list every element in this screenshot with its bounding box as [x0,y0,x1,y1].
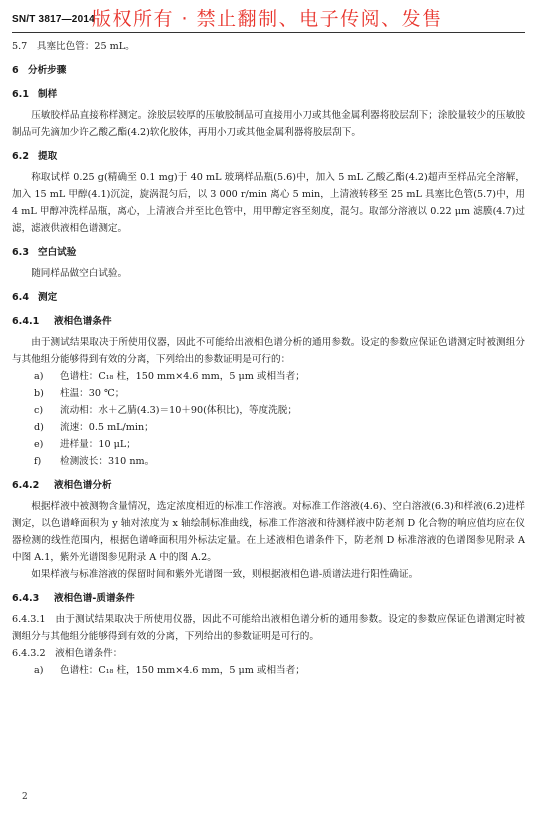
list-item [12,419,525,436]
heading-number: 6.4.3 [12,593,40,604]
paragraph-6-2: 称取试样 0.25 g(精确至 0.1 mg)于 40 mL 玻璃样品瓶(5.6)中，加入 5 mL 乙酸乙酯(4.2)超声至样品完全溶解，加入 15 mL 甲醇(4.1)沉淀，旋涡混匀后，以 3 000 r/min 离心 5 min，上清液转移至 25 mL 具塞比色管(5.7)中，用 4 mL 甲醇冲洗样品瓶，离心，上清液合并至比色管中，用甲醇定容至刻度，混匀。取部分溶液以 0.22 μm 滤膜(4.7)过滤，滤液供液相色谱测定。 [12,172,525,234]
list-item-label: f) [34,456,42,467]
heading-6-3 [12,244,525,261]
header-rule [12,32,525,33]
list-item [12,402,525,419]
heading-title: 测定 [38,292,58,303]
clause-5-7: 5.7 具塞比色管：25 mL。 [12,41,135,52]
heading-number: 6.2 [12,151,29,162]
list-item-label: b) [34,388,44,399]
list-6-4-1 [12,368,525,470]
list-item-label: e) [34,439,44,450]
paragraph-6-4-1: 由于测试结果取决于所使用仪器，因此不可能给出液相色谱分析的通用参数。设定的参数应保证色谱测定时被测组分与其他组分能够得到有效的分离，下列给出的参数证明是可行的： [12,337,525,365]
standard-code: SN/T 3817—2014 [12,14,95,25]
list-item-text: 进样量：10 μL； [60,439,136,450]
heading-number: 6.4.1 [12,316,40,327]
list-item-text: 色谱柱：C₁₈ 柱，150 mm×4.6 mm，5 μm 或相当者； [60,665,305,676]
list-item-text: 检测波长：310 nm。 [60,456,155,467]
paragraph-6-4-2-b: 如果样液与标准溶液的保留时间和紫外光谱图一致，则根据液相色谱-质谱法进行阳性确证。 [31,569,419,580]
heading-title: 空白试验 [38,247,77,258]
list-item [12,368,525,385]
list-item [12,436,525,453]
heading-6-4-3 [12,590,525,607]
list-item-label: c) [34,405,44,416]
heading-6 [12,62,525,79]
heading-6-4-1 [12,313,525,330]
list-item-text: 色谱柱：C₁₈ 柱，150 mm×4.6 mm，5 μm 或相当者； [60,371,305,382]
heading-number: 6.4 [12,292,29,303]
clause-6-4-3-2: 6.4.3.2 液相色谱条件： [12,648,123,659]
paragraph-6-4-3-1: 6.4.3.1 由于测试结果取决于所使用仪器，因此不可能给出液相色谱分析的通用参数。设定的参数应保证色谱测定时被测组分与其他组分能够得到有效的分离，下列给出的参数证明是可行的。 [12,614,525,642]
list-item [12,662,525,679]
copyright-watermark: 版权所有 · 禁止翻制、电子传阅、发售 [92,8,443,30]
list-item [12,385,525,402]
heading-title: 提取 [38,151,58,162]
heading-6-2 [12,148,525,165]
list-item-text: 流动相：水＋乙腈(4.3)＝10＋90(体积比)，等度洗脱； [60,405,297,416]
heading-number: 6 [12,65,19,76]
paragraph-6-1: 压敏胶样品直接称样测定。涂胶层较厚的压敏胶制品可直接用小刀或其他金属利器将胶层刮下；涂胶量较少的压敏胶制品可先滴加少许乙酸乙酯(4.2)软化胶体，再用小刀或其他金属利器将胶层刮下。 [12,110,525,138]
list-item-text: 流速：0.5 mL/min； [60,422,154,433]
document-body [12,38,525,679]
list-item-label: a) [34,665,44,676]
list-item-text: 柱温：30 ℃； [60,388,125,399]
heading-6-4-2 [12,477,525,494]
heading-title: 液相色谱-质谱条件 [54,593,135,604]
list-item [12,453,525,470]
heading-6-4 [12,289,525,306]
paragraph-6-4-2-a: 根据样液中被测物含量情况，选定浓度相近的标准工作溶液。对标准工作溶液(4.6)、空白溶液(6.3)和样液(6.2)进样测定，以色谱峰面积为 y 轴对浓度为 x 轴绘制标准曲线，标准工作溶液和待测样液中防老剂 D 化合物的响应值均应在仪器检测的线性范围内，根据色谱峰面积用外标法定量。在上述液相色谱条件下，防老剂 D 标准溶液的色谱图参见附录 A 中图 A.1，紫外光谱图参见附录 A 中的图 A.2。 [12,501,525,563]
heading-title: 液相色谱条件 [54,316,112,327]
heading-6-1 [12,86,525,103]
heading-number: 6.1 [12,89,29,100]
heading-number: 6.3 [12,247,29,258]
list-item-label: a) [34,371,44,382]
heading-title: 液相色谱分析 [54,480,112,491]
page-number: 2 [22,792,28,802]
list-item-label: d) [34,422,44,433]
heading-title: 制样 [38,89,58,100]
paragraph-6-3: 随同样品做空白试验。 [31,268,128,279]
heading-number: 6.4.2 [12,480,40,491]
heading-title: 分析步骤 [28,65,67,76]
